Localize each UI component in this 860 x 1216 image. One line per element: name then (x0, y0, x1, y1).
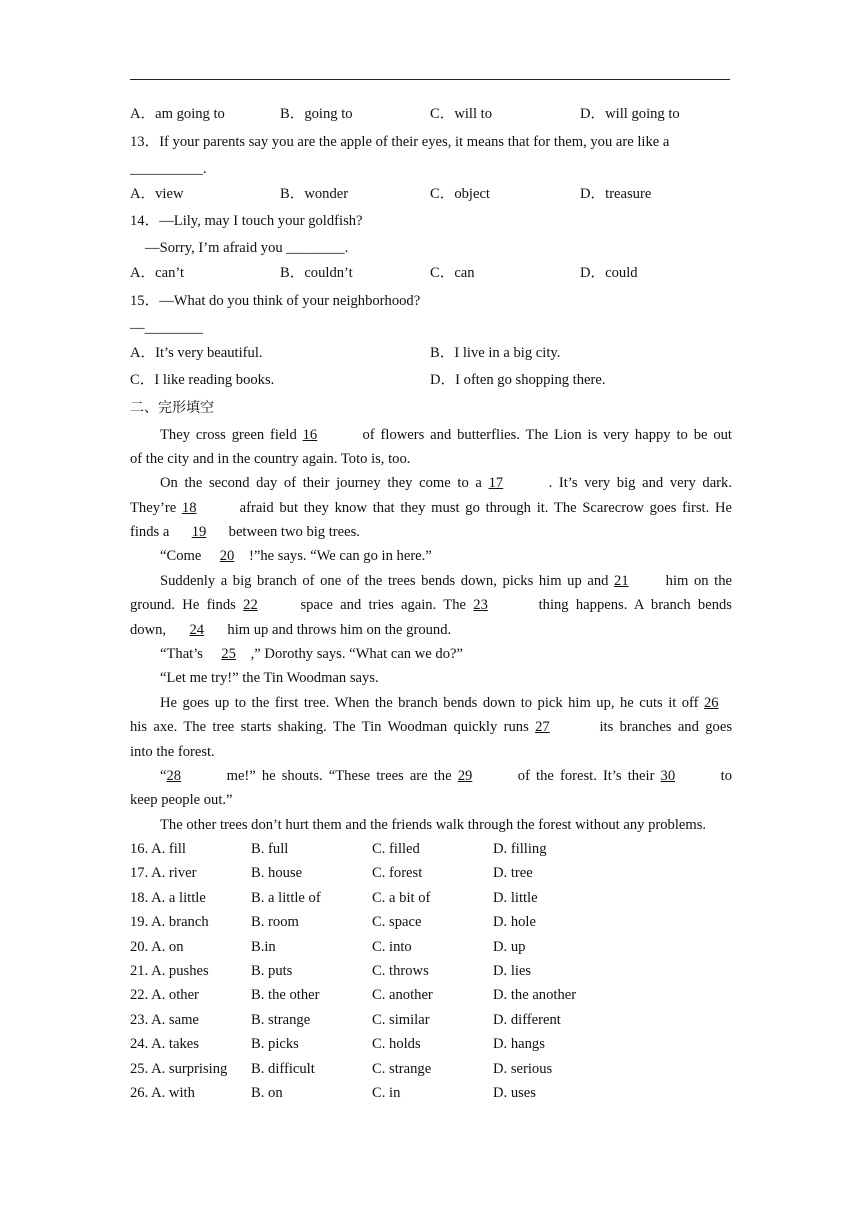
blank-27: 27 (535, 719, 550, 735)
option-c: C. forest (372, 865, 423, 882)
option-d: D. uses (493, 1085, 536, 1101)
option-c: C．object (430, 186, 490, 202)
option-c: C. space (372, 914, 422, 931)
q13-stem: 13．If your parents say you are the apple of their eyes, it means that for them, you are like a (130, 134, 670, 150)
option-c: C. holds (372, 1036, 421, 1053)
passage-line: “Come 20 !”he says. “We can go in here.” (160, 548, 432, 564)
option-b: B.in (251, 938, 276, 955)
passage-line: They’re 18 afraid but they know that they must go through it. The Scarecrow goes first. He (130, 500, 732, 516)
option-a: A．am going to (130, 106, 225, 122)
passage-line: He goes up to the first tree. When the branch bends down to pick him up, he cuts it off 26 (160, 693, 732, 713)
blank-20: 20 (219, 548, 235, 564)
option-a: 16. A. fill (130, 841, 186, 857)
option-a: 22. A. other (130, 987, 199, 1004)
option-b: B. strange (251, 1011, 311, 1028)
passage-line: On the second day of their journey they come to a 17 . It’s very big and very dark. (160, 475, 732, 491)
q14-stem: 14．—Lily, may I touch your goldfish? (130, 213, 363, 229)
blank-17: 17 (488, 475, 504, 491)
q15-reply: —________ (130, 320, 203, 336)
option-b: B．couldn’t (280, 265, 353, 281)
blank-26: 26 (703, 695, 719, 711)
blank-23: 23 (473, 597, 488, 613)
q14-reply: —Sorry, I’m afraid you ________. (145, 240, 349, 256)
blank-22: 22 (243, 597, 258, 613)
option-a: 19. A. branch (130, 914, 209, 931)
option-c: C. similar (372, 1011, 430, 1028)
option-b: B. a little of (251, 889, 321, 906)
option-c: C. into (372, 938, 412, 955)
blank-19: 19 (191, 524, 207, 540)
passage-line: Suddenly a big branch of one of the trees bends down, picks him up and 21 him on the (160, 573, 732, 589)
option-a: 20. A. on (130, 938, 184, 955)
option-a: 26. A. with (130, 1085, 195, 1101)
q13-blank: __________. (130, 161, 207, 177)
passage-line: keep people out.” (130, 792, 233, 808)
option-c: C. strange (372, 1060, 432, 1077)
option-a: A．It’s very beautiful. (130, 345, 263, 361)
option-b: B．wonder (280, 186, 349, 202)
option-a: 21. A. pushes (130, 963, 209, 979)
blank-21: 21 (614, 573, 629, 589)
passage-line: “Let me try!” the Tin Woodman says. (160, 670, 379, 686)
blank-28: 28 (166, 768, 182, 784)
option-c: C．can (430, 265, 475, 281)
passage-line: down, 24 him up and throws him on the ground. (130, 622, 452, 638)
option-d: D．could (580, 265, 638, 281)
q15-stem: 15．—What do you think of your neighborhood? (130, 293, 421, 309)
option-b: B. picks (251, 1036, 299, 1053)
passage-line: finds a 19 between two big trees. (130, 524, 360, 540)
blank-24: 24 (189, 622, 205, 638)
option-d: D. hole (493, 914, 536, 931)
option-d: D. filling (493, 841, 547, 857)
option-b: B. difficult (251, 1060, 315, 1077)
passage-line: into the forest. (130, 744, 215, 760)
option-d: D. different (493, 1011, 561, 1028)
option-d: D. hangs (493, 1036, 545, 1053)
option-d: D. tree (493, 865, 533, 882)
option-a: 25. A. surprising (130, 1060, 228, 1077)
option-a: 24. A. takes (130, 1036, 199, 1053)
passage-line: The other trees don’t hurt them and the friends walk through the forest without any problems. (160, 817, 707, 833)
option-b: B．I live in a big city. (430, 345, 561, 361)
option-c: C．I like reading books. (130, 372, 275, 388)
option-a: 17. A. river (130, 865, 197, 882)
option-c: C. a bit of (372, 889, 431, 906)
option-b: B. full (251, 841, 289, 857)
option-d: D．treasure (580, 186, 652, 202)
option-d: D. little (493, 889, 538, 906)
option-a: A．view (130, 186, 184, 202)
section-title: 二、完形填空 (130, 400, 214, 416)
passage-line: his axe. The tree starts shaking. The Tin Woodman quickly runs 27 its branches and goes (130, 719, 733, 735)
header-rule (130, 79, 730, 80)
option-a: 18. A. a little (130, 889, 206, 906)
option-b: B. house (251, 865, 303, 882)
option-c: C. in (372, 1085, 401, 1101)
option-d: D．will going to (580, 106, 680, 122)
option-d: D. serious (493, 1060, 553, 1077)
option-d: D. lies (493, 963, 532, 979)
option-b: B．going to (280, 106, 353, 122)
option-a: 23. A. same (130, 1011, 199, 1028)
passage-line: of the city and in the country again. Toto is, too. (130, 451, 411, 467)
option-d: D. the another (493, 987, 577, 1004)
passage-line: “That’s 25 ,” Dorothy says. “What can we do?” (160, 646, 463, 662)
option-b: B. on (251, 1085, 283, 1101)
option-d: D．I often go shopping there. (430, 372, 606, 388)
option-d: D. up (493, 938, 526, 955)
option-b: B. the other (251, 987, 320, 1004)
blank-25: 25 (221, 646, 236, 662)
option-b: B. room (251, 914, 299, 931)
blank-16: 16 (302, 427, 318, 443)
blank-30: 30 (660, 768, 676, 784)
option-c: C. throws (372, 963, 429, 979)
option-b: B. puts (251, 963, 293, 979)
option-c: C. another (372, 987, 433, 1004)
blank-29: 29 (457, 768, 473, 784)
passage-line: ground. He finds 22 space and tries again. The 23 thing happens. A branch bends (130, 597, 732, 613)
option-c: C．will to (430, 106, 493, 122)
passage-line: They cross green field 16 of flowers and butterflies. The Lion is very happy to be out (160, 427, 732, 443)
option-a: A．can’t (130, 265, 185, 281)
passage-line: “28 me!” he shouts. “These trees are the 29 of the forest. It’s their 30 to (160, 768, 733, 784)
blank-18: 18 (181, 500, 197, 516)
option-c: C. filled (372, 841, 420, 857)
